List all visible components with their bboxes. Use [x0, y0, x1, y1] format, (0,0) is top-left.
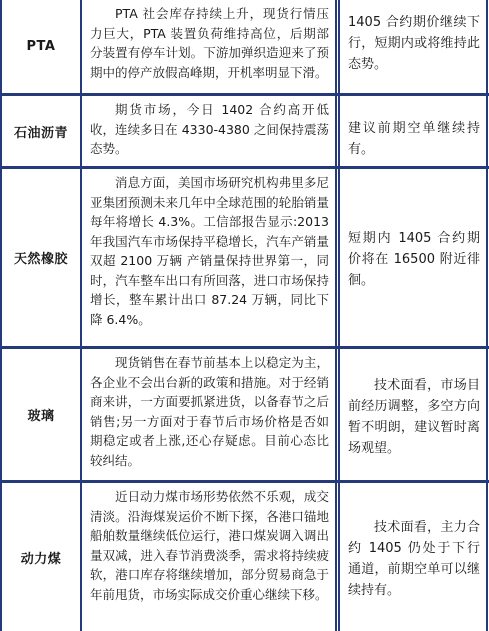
- row-name-thermal-coal: 动力煤: [20, 551, 62, 567]
- row-advice-rubber-text: 短期内 1405 合约期价将在 16500 附近徘徊。: [348, 231, 480, 288]
- row-analysis-pta: PTA 社会库存持续上升，现货行情压力巨大，PTA 装置负荷维持高位，后期部分装置有停车计划。下游加弹织造迎来了预期中的停产放假高峰期，开机率明显下滑。: [90, 6, 329, 80]
- row-analysis-glass: 现货销售在春节前基本上以稳定为主，各企业不会出台新的政策和措施。对于经销商来讲，一方面要抓紧进货，以备春节之后销售;另一方面对于春节后市场价格是否如期稳定或者上涨,还心存疑虑。目前心态比较纠结。: [90, 355, 329, 468]
- row-analysis-asphalt: 期货市场，今日 1402 合约高开低收，连续多日在 4330-4380 之间保持震荡态势。: [90, 102, 329, 156]
- row-name-pta: PTA: [26, 39, 56, 54]
- row-advice-glass: [340, 349, 486, 480]
- row-name-rubber: 天然橡胶: [13, 252, 68, 267]
- row-advice-rubber: [340, 169, 486, 346]
- row-name-glass: 玻璃: [27, 409, 55, 424]
- row-analysis-thermal-coal: 近日动力煤市场形势依然不乐观，成交清淡。沿海煤炭运价不断下探，各港口锚地船舶数量继续低位运行，港口煤炭调入调出量双减，进入春节消费淡季，需求将持续疲软，港口库存将继续增加，部分贸易商急于年前甩货，市场实际成交价重心继续下移。: [90, 489, 329, 602]
- row-name-asphalt: 石油沥青: [13, 125, 68, 141]
- row-advice-asphalt: 建议前期空单继续持有。: [348, 121, 480, 157]
- row-advice-glass-text: 技术面看，市场目前经历调整，多空方向暂不明朗，建议暂时离场观望。: [348, 377, 480, 456]
- row-advice-thermal-coal-text: 技术面看，主力合约 1405 仍处于下行通道，前期空单可以继续持有。: [348, 520, 480, 598]
- row-analysis-rubber: 消息方面，美国市场研究机构弗里多尼亚集团预测未来几年中全球范围的轮胎销量每年将增长 4.3%。工信部报告显示:2013 年我国汽车市场保持平稳增长，汽车产销量双超 2100 万辆 产销量保持世界第一，同时，汽车整车出口有所回落，进口市场保持增长，整车累计出口 87.24 万辆，同比下降 6.4%。: [90, 175, 329, 327]
- row-advice-thermal-coal: [340, 483, 486, 631]
- row-advice-pta: 1405 合约期价继续下行，短期内或将维持此态势。: [348, 15, 480, 72]
